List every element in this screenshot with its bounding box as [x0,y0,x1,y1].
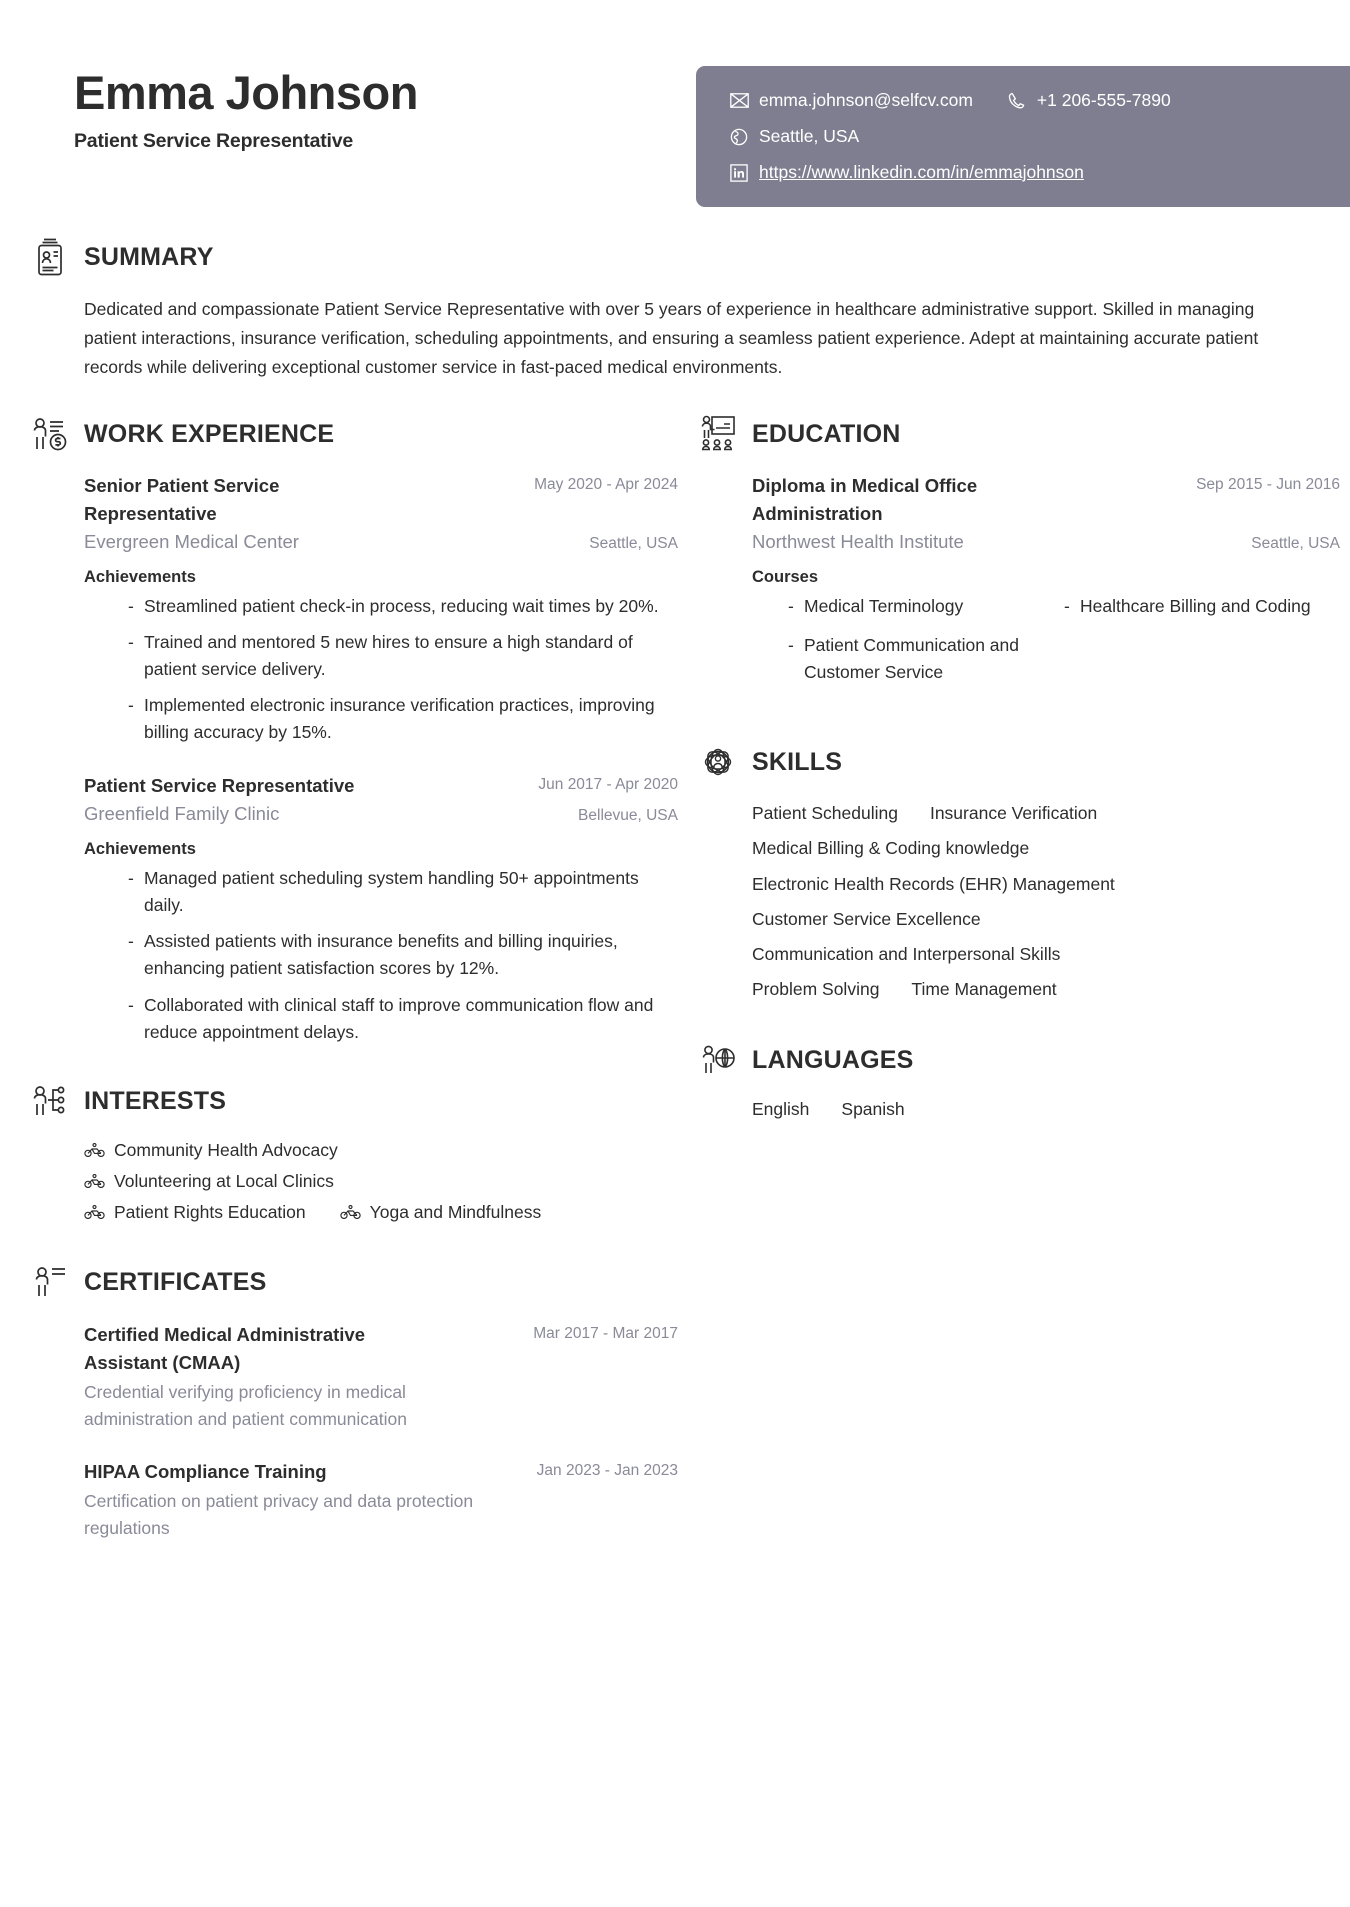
id-badge-icon [28,235,72,279]
interest-label: Volunteering at Local Clinics [114,1170,334,1191]
languages-title: LANGUAGES [752,1046,914,1075]
interest-label: Patient Rights Education [114,1201,306,1222]
name-block [74,68,418,153]
skill-row [752,976,1340,1002]
section-work-experience [28,412,688,1046]
certificate-description: Credential verifying proficiency in medical administration and patient communication [84,1382,407,1430]
section-education [696,412,1350,698]
course-item: - Healthcare Billing and Coding [1064,593,1340,620]
work-experience-body [28,472,688,1046]
skill-item: Communication and Interpersonal Skills [752,944,1061,965]
work-entry-date: May 2020 - Apr 2024 [534,476,678,494]
section-summary [28,235,1310,382]
skill-item: Customer Service Excellence [752,908,981,929]
languages-body [696,1099,1350,1120]
certificate-entry [84,1458,678,1543]
skills-body [696,800,1350,1003]
contact-linkedin-text: https://www.linkedin.com/in/emmajohnson [759,162,1084,182]
skill-row [752,835,1340,861]
contact-row-3 [729,162,1350,183]
certificate-name: Certified Medical Administrative Assistant (CMAA) [84,1323,365,1373]
certificates-header [28,1261,688,1305]
work-entry [84,772,678,1046]
interest-item [84,1202,306,1223]
certificate-description: Certification on patient privacy and data protection regulations [84,1491,474,1539]
achievements-label: Achievements [84,840,196,859]
certificate-top [84,1458,678,1486]
envelope-icon [729,91,749,111]
interests-body [28,1140,688,1223]
achievements-label: Achievements [84,567,196,586]
work-entry-organization: Greenfield Family Clinic [84,803,280,825]
summary-header [28,235,1310,279]
skill-item: Medical Billing & Coding knowledge [752,838,1030,859]
job-title: Patient Service Representative [74,130,354,153]
languages-header [696,1039,1350,1083]
work-entry-location: Seattle, USA [589,534,678,552]
bicycle-icon [340,1203,362,1221]
achievements-list [84,593,678,747]
work-entry-sub [84,803,678,825]
certificate-date: Mar 2017 - Mar 2017 [533,1324,678,1342]
achievement-item: - Streamlined patient check-in process, reducing wait times by 20%. [128,593,678,620]
contact-row-1 [729,90,1350,111]
skill-row [752,906,1340,932]
skill-item: Insurance Verification [929,803,1098,824]
work-entry [84,472,678,746]
section-certificates [28,1261,688,1543]
interest-row [84,1202,678,1223]
interest-label: Community Health Advocacy [114,1139,338,1160]
contact-email-text: emma.johnson@selfcv.com [759,90,973,110]
person-globe-icon [696,1039,740,1083]
work-experience-header [28,412,688,456]
achievement-item: - Trained and mentored 5 new hires to ensure a high standard of patient service delivery. [128,629,678,683]
contact-email[interactable] [729,90,973,111]
certificates-body [28,1321,688,1543]
education-title: EDUCATION [752,419,901,448]
course-item: - Medical Terminology [788,593,1064,620]
skills-title: SKILLS [752,747,843,776]
education-header [696,412,1350,456]
language-item: English [752,1098,810,1119]
skill-row [752,800,1340,826]
skill-item: Electronic Health Records (EHR) Management [752,873,1115,894]
person-money-icon [28,412,72,456]
work-experience-title: WORK EXPERIENCE [84,419,335,448]
skill-row [752,941,1340,967]
work-entry-organization: Evergreen Medical Center [84,530,299,552]
person-list-icon [28,1261,72,1305]
courses-label: Courses [752,567,819,586]
achievement-item: - Assisted patients with insurance benefits and billing inquiries, enhancing patient satisfaction scores by 12%. [128,928,678,982]
certificate-date: Jan 2023 - Jan 2023 [536,1461,678,1479]
education-location: Seattle, USA [1251,534,1340,552]
skill-row [752,871,1340,897]
interest-item [84,1140,338,1161]
language-item: Spanish [841,1098,905,1119]
achievement-item: - Collaborated with clinical staff to improve communication flow and reduce appointment delays. [128,992,678,1046]
work-entry-top [84,472,678,528]
left-column [0,382,688,1566]
achievements-list [84,865,678,1046]
bicycle-icon [84,1172,106,1190]
content-columns [0,382,1350,1566]
section-skills [696,740,1350,1003]
contact-phone[interactable] [1007,90,1171,111]
work-entry-role: Senior Patient Service Representative [84,475,280,524]
education-body [696,472,1350,698]
skill-item: Time Management [911,979,1057,1000]
person-network-icon [28,1080,72,1124]
phone-icon [1007,91,1027,111]
certificate-top [84,1321,678,1377]
work-entry-date: Jun 2017 - Apr 2020 [538,776,678,794]
education-institution: Northwest Health Institute [752,530,964,552]
interests-title: INTERESTS [84,1087,227,1116]
work-entry-sub [84,531,678,553]
languages-list [752,1099,1340,1120]
work-entry-location: Bellevue, USA [578,807,678,825]
education-date: Sep 2015 - Jun 2016 [1196,476,1340,494]
interest-item [84,1171,334,1192]
course-item: - Patient Communication and Customer Service [788,632,1064,686]
education-entry-sub [752,531,1340,553]
page-title: Emma Johnson [74,66,418,119]
work-entry-top [84,772,678,800]
contact-location-text: Seattle, USA [759,126,860,146]
skill-item: Problem Solving [752,979,880,1000]
summary-body [28,295,1310,382]
interest-label: Yoga and Mindfulness [369,1201,542,1222]
work-entry-role: Patient Service Representative [84,775,355,797]
right-column [688,382,1350,1566]
interest-row [84,1140,678,1161]
interests-header [28,1080,688,1124]
summary-title: SUMMARY [84,242,214,271]
bicycle-icon [84,1203,106,1221]
education-entry-top [752,472,1340,528]
section-interests [28,1080,688,1223]
linkedin-icon [729,163,749,183]
contact-phone-text: +1 206-555-7890 [1036,90,1171,110]
certificate-name: HIPAA Compliance Training [84,1460,327,1482]
contact-linkedin[interactable] [729,162,1084,183]
education-degree: Diploma in Medical Office Administration [752,475,978,524]
interest-item [340,1202,542,1223]
globe-icon [729,127,749,147]
skills-list [752,800,1340,1003]
certificate-entry [84,1321,678,1434]
achievement-item: - Implemented electronic insurance verification practices, improving billing accuracy by 15%. [128,692,678,746]
bicycle-icon [84,1141,106,1159]
contact-location [729,126,859,147]
skill-item: Patient Scheduling [752,803,898,824]
skill-flower-icon [696,740,740,784]
contact-card [696,66,1350,207]
classroom-icon [696,412,740,456]
achievement-item: - Managed patient scheduling system handling 50+ appointments daily. [128,865,678,919]
certificates-title: CERTIFICATES [84,1268,267,1297]
interest-row [84,1171,678,1192]
education-entry [752,472,1340,698]
resume-header [0,0,1350,235]
section-languages [696,1039,1350,1120]
contact-row-2 [729,126,1350,147]
skills-header [696,740,1350,784]
summary-text: Dedicated and compassionate Patient Service Representative with over 5 years of experience in healthcare administrative support. Skilled in managing patient interactions, insurance verification, scheduling appointments, and ensuring a seamless patient experience. Adept at maintaining accurate patient records while delivering exceptional customer service in fast-paced medical environments. [84,299,1259,378]
courses-list [752,593,1340,698]
